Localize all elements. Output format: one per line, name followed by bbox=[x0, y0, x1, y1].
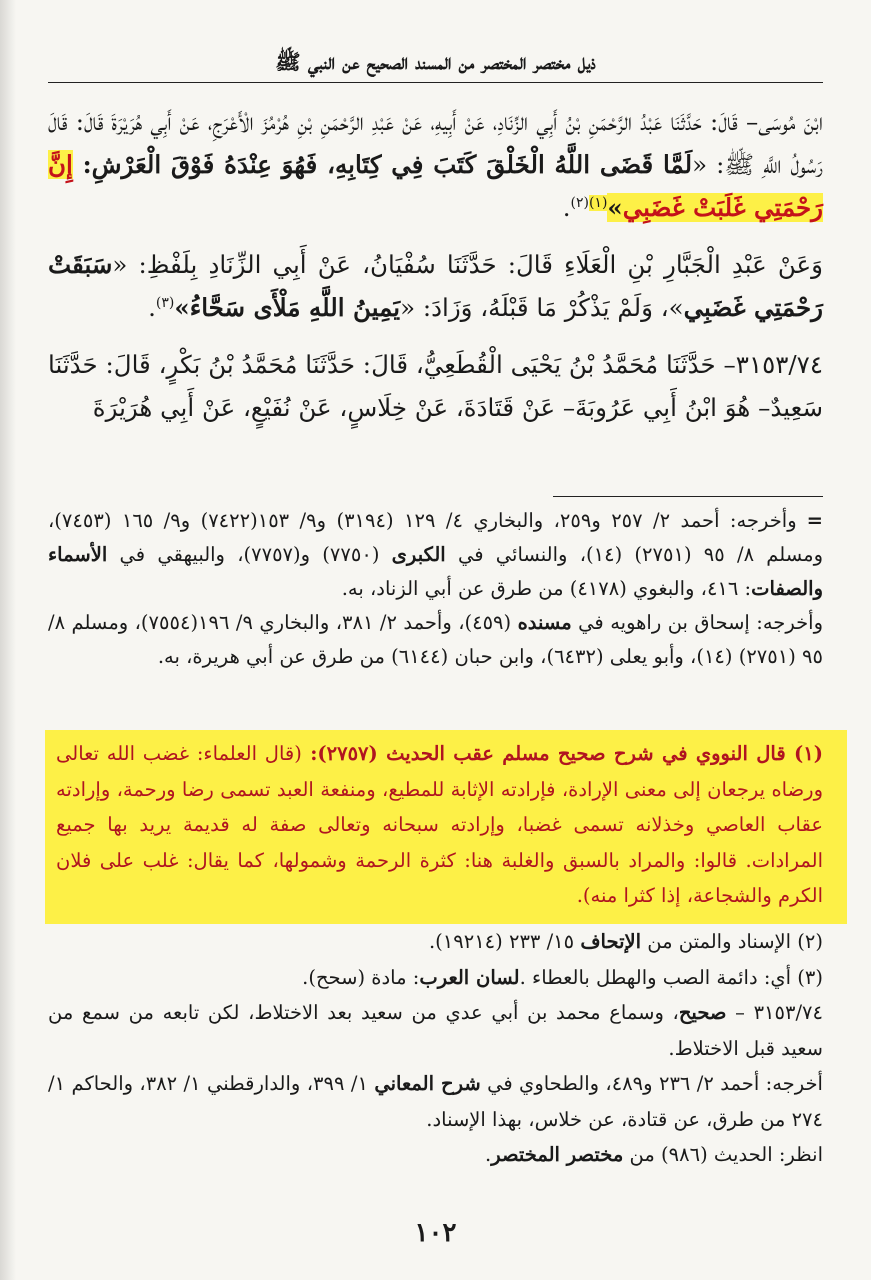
footnote-divider bbox=[553, 496, 823, 497]
book-title: الإتحاف bbox=[580, 930, 642, 953]
footnotes-continued bbox=[48, 504, 823, 674]
footnote-1-intro: (١) قال النووي في شرح صحيح مسلم عقب الحديث (٢٧٥٧): bbox=[301, 742, 823, 765]
hadith-paragraph-3: ٣١٥٣/٧٤– حَدَّثَنَا مُحَمَّدُ بْنُ يَحْيَى الْقُطَعِيُّ، قَالَ: حَدَّثَنَا مُحَمَّدُ بْنُ بَكْرٍ، قَالَ: حَدَّثَنَا سَعِيدٌ– هُوَ ابْنُ أَبِي عَرُوبَةَ– عَنْ قَتَادَةَ، عَنْ خِلَاسٍ، عَنْ نُفَيْعٍ، عَنْ أَبِي هُرَيْرَةَ bbox=[48, 350, 823, 422]
closing-quote: » bbox=[174, 293, 190, 322]
prophetic-text: لَمَّا قَضَى اللَّهُ الْخَلْقَ كَتَبَ فِي كِتَابِهِ، فَهُوَ عِنْدَهُ فَوْقَ الْعَرْشِ: bbox=[72, 150, 693, 179]
takhrij-text: (٤٥٩)، وأحمد ٢/ ٣٨١، والبخاري ٩/ ١٩٦(٧٥٥٤)، ومسلم ٨/ ٩٥ (٢٧٥١) (١٤)، وأبو يعلى (٦٤٣٢)، وابن حبان (٦١٤٤) من طرق عن أبي هريرة، به. bbox=[48, 611, 823, 668]
highlighted-phrase: إِنَّ رَحْمَتِي غَلَبَتْ غَضَبِي bbox=[48, 150, 823, 222]
footnote-text: : مادة (سحح). bbox=[302, 965, 420, 989]
takhrij-note bbox=[48, 1066, 823, 1137]
footnotes-list bbox=[48, 924, 823, 1173]
footnote-text: انظر: الحديث (٩٨٦) من bbox=[623, 1143, 823, 1166]
hadith-paragraph-2 bbox=[48, 243, 823, 329]
cross-reference-note bbox=[48, 1137, 823, 1173]
footnote-text: ، وسماع محمد بن أبي عدي من سعيد بعد الاختلاط، لكن تابعه من سمع من سعيد قبل الاختلاط. bbox=[48, 1001, 823, 1060]
footnote-3 bbox=[48, 960, 823, 996]
closing-quote: » bbox=[607, 193, 623, 222]
footnote-text: أخرجه: أحمد ٢/ ٢٣٦ و٤٨٩، والطحاوي في bbox=[480, 1072, 823, 1095]
main-text bbox=[48, 100, 823, 443]
book-title: الكبرى bbox=[391, 543, 446, 566]
page-edge-shadow bbox=[0, 0, 16, 1280]
hadith-text: وَعَنْ عَبْدِ الْجَبَّارِ بْنِ الْعَلَاءِ قَالَ: حَدَّثَنَا سُفْيَانُ، عَنْ أَبِي الزِّنَادِ بِلَفْظِ: « bbox=[112, 250, 823, 279]
hadith-text: ابْنَ مُوسَى– قَالَ: حَدَّثَنَا عَبْدُ الرَّحْمَنِ بْنُ أَبِي الزِّنَادِ، عَنْ أَبِيهِ، عَنْ عَبْدِ الرَّحْمَنِ بْنِ هُرْمُزَ الْأَعْرَجِ، عَنْ أَبِي هُرَيْرَةَ قَالَ: قَالَ رَسُولُ اللَّهِ ﷺ: « bbox=[48, 107, 823, 179]
running-header: ذيل مختصر المختصر من المسند الصحيح عن النبي ﷺ bbox=[48, 42, 823, 83]
footnote-text: (٣) أي: دائمة الصب والهطل بالعطاء . bbox=[519, 965, 823, 989]
period: . bbox=[562, 193, 571, 222]
page-number: ١٠٢ bbox=[414, 1218, 457, 1248]
footnote-ref-3[interactable]: (٣) bbox=[155, 294, 175, 311]
prophetic-text: يَمِينُ اللَّهِ مَلْأَى سَحَّاءُ bbox=[189, 293, 401, 322]
takhrij-text: (٧٧٥٠) و(٧٧٥٧)، والبيهقي في bbox=[107, 543, 392, 566]
prophetic-text: سَبَقَتْ رَحْمَتِي غَضَبِي bbox=[48, 250, 823, 322]
book-title: شرح المعاني bbox=[374, 1072, 481, 1095]
footnote-ref-1[interactable]: (١) bbox=[588, 194, 608, 211]
period: . bbox=[148, 293, 156, 322]
takhrij-text: وأخرجه: أحمد ٢/ ٢٥٧ و٢٥٩، والبخاري ٤/ ١٢٩ (٣١٩٤) و٩/ ١٥٣(٧٤٢٢) و٩/ ١٦٥ (٧٤٥٣)، ومسلم ٨/ ٩٥ (٢٧٥١) (١٤)، والنسائي في bbox=[48, 509, 823, 566]
footnote-1-quote: (قال العلماء: غضب الله تعالى ورضاه يرجعان إلى معنى الإرادة، فإرادته الإثابة للمطيع، ومنفعة العبد تسمى رضا ورحمة، وإرادته عقاب العاصي وخذلانه تسمى غضبا، وإرادته سبحانه وتعالى صفة له قديمة يريد بها جميع المرادات. قالوا: والمراد بالسبق والغلبة هنا: كثرة الرحمة وشمولها، كما يقال: غلب على فلان الكرم والشجاعة، إذا كثرا منه). bbox=[56, 742, 823, 907]
book-title: مسنده bbox=[517, 611, 572, 634]
book-title: مختصر المختصر bbox=[491, 1143, 624, 1166]
footnote-text: (٢) الإسناد والمتن من bbox=[641, 930, 823, 953]
book-title: لسان العرب bbox=[419, 965, 520, 989]
hadith-text: »، وَلَمْ يَذْكُرْ مَا قَبْلَهُ، وَزَادَ: « bbox=[400, 293, 684, 322]
takhrij-text: وأخرجه: إسحاق بن راهويه في bbox=[571, 611, 823, 634]
takhrij-text: : ٤١٦، والبغوي (٤١٧٨) من طرق عن أبي الزناد، به. bbox=[341, 577, 752, 600]
continuation-mark: = bbox=[806, 509, 823, 532]
hadith-number: ٣١٥٣/٧٤ – bbox=[726, 1001, 823, 1024]
takhrij-paragraph-2 bbox=[48, 606, 823, 674]
book-title: الأسماء والصفات bbox=[48, 543, 823, 600]
takhrij-paragraph-1 bbox=[48, 504, 823, 606]
footnote-2 bbox=[48, 924, 823, 960]
footnote-ref-2[interactable]: (٢) bbox=[570, 194, 589, 211]
footnote-text: ١٥/ ٢٣٣ (١٩٢١٤). bbox=[428, 930, 581, 953]
grading-note bbox=[48, 995, 823, 1066]
footnote-text: . bbox=[484, 1143, 492, 1166]
hadith-paragraph-1 bbox=[48, 100, 823, 229]
footnote-text: ١/ ٣٩٩، والدارقطني ١/ ٣٨٢، والحاكم ١/ ٢٧٤ من طرق، عن قتادة، عن خلاس، بهذا الإسناد. bbox=[48, 1072, 823, 1131]
footnote-1 bbox=[56, 736, 823, 914]
grade-label: صحيح bbox=[678, 1001, 727, 1024]
footnote-1-text bbox=[56, 736, 823, 914]
